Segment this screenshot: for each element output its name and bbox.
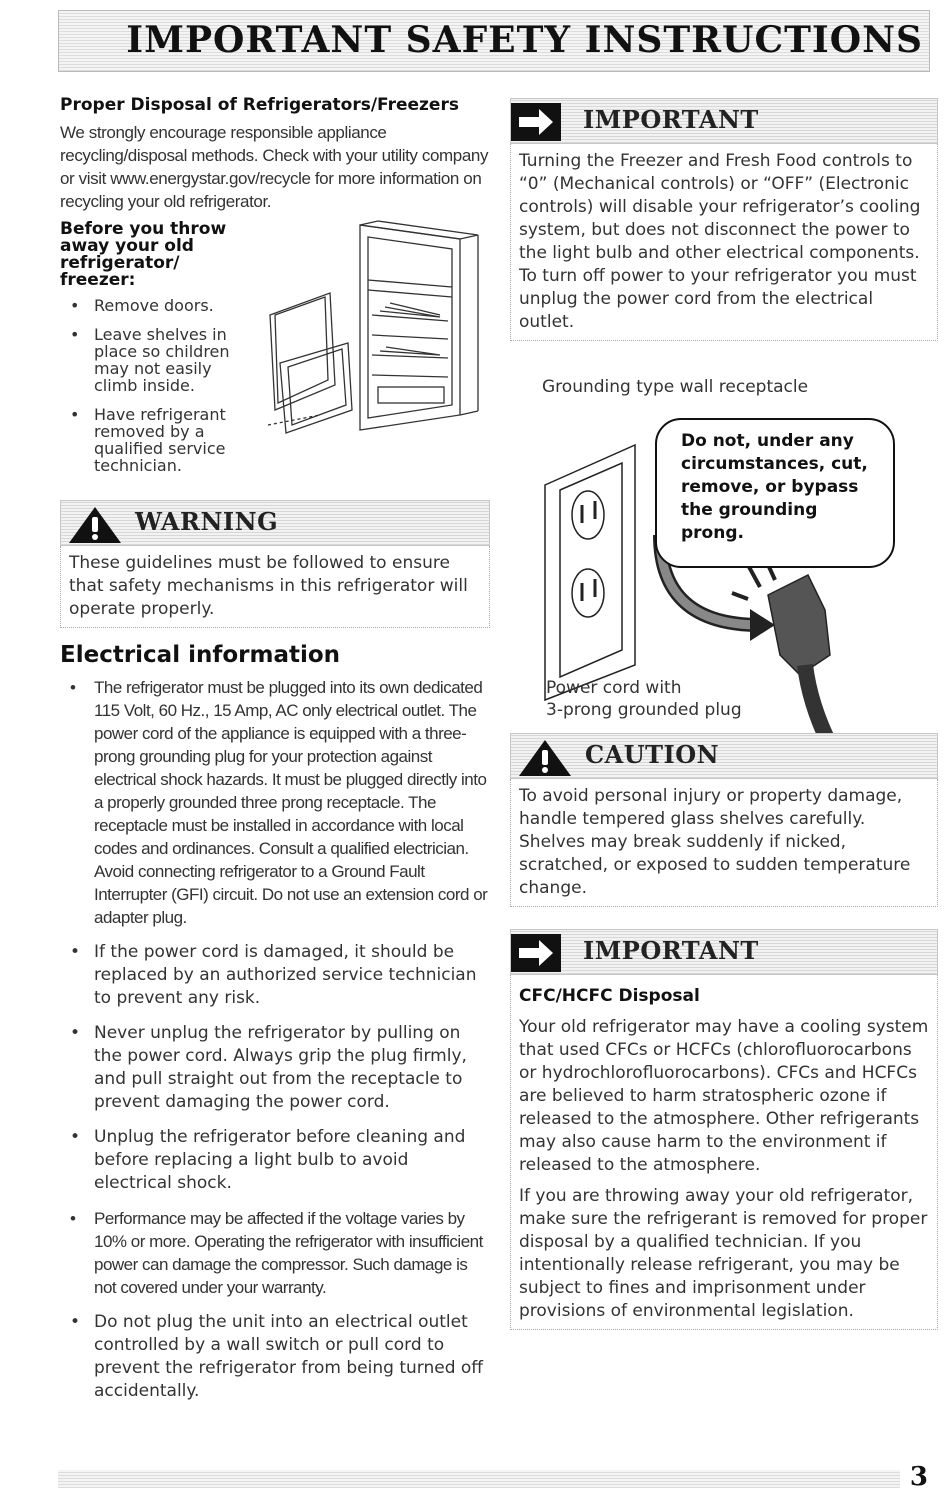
page-number: 3 <box>909 1462 928 1492</box>
warning-triangle-icon <box>67 505 123 545</box>
caution-callout <box>510 733 938 907</box>
page-title: IMPORTANT SAFETY INSTRUCTIONS <box>126 19 923 61</box>
warning-header <box>60 500 490 546</box>
list-item: • Remove doors. <box>60 297 260 314</box>
disposal-intro: We strongly encourage responsible appliance recycling/disposal methods. Check with your utility company or visit www.energystar.gov/recycle for more information on recycling your old refrigerator. <box>60 123 489 211</box>
header-banner <box>58 10 930 72</box>
list-item: • Unplug the refrigerator before cleaning and before replacing a light bulb to avoid electrical shock. <box>60 1126 490 1195</box>
right-column <box>510 98 938 1330</box>
receptacle-diagram <box>510 365 938 745</box>
caution-header <box>510 733 938 779</box>
electrical-list <box>60 676 490 1403</box>
footer-bar <box>58 1470 900 1488</box>
list-item: • Have refrigerant removed by a qualified service technician. <box>60 406 260 474</box>
important-label: IMPORTANT <box>583 105 759 134</box>
cfc-body <box>510 975 938 1330</box>
throw-away-list <box>60 297 260 474</box>
cfc-paragraph-2: If you are throwing away your old refrigerator, make sure the refrigerant is removed for proper disposal by a qualified technician. If you intentionally release refrigerant, you may be subject to fines and imprisonment under provisions of environmental legislation. <box>519 1186 928 1321</box>
caution-text: To avoid personal injury or property damage, handle tempered glass shelves carefully. Shelves may break suddenly if nicked, scratched, or exposed to sudden temperature change. <box>510 779 938 907</box>
receptacle-label: Grounding type wall receptacle <box>542 377 809 397</box>
left-column <box>60 95 490 1415</box>
disposal-heading: Proper Disposal of Refrigerators/Freezers <box>60 95 459 115</box>
important-callout-cfc <box>510 929 938 1330</box>
important-header <box>510 98 938 144</box>
cfc-paragraph-1: Your old refrigerator may have a cooling system that used CFCs or HCFCs (chlorofluorocarbons or hydrochlorofluorocarbons). CFCs and HCFCs are believed to harm stratospheric ozone if released to the atmosphere. Other refrigerants may also cause harm to the environment if released to the atmosphere. <box>519 1017 929 1175</box>
important-header <box>510 929 938 975</box>
throw-away-section <box>60 221 490 496</box>
caution-triangle-icon <box>517 738 573 778</box>
warning-text: These guidelines must be followed to ensure that safety mechanisms in this refrigerator will operate properly. <box>60 546 490 628</box>
cfc-title: CFC/HCFC Disposal <box>519 986 700 1006</box>
arrow-right-icon <box>511 103 561 141</box>
caution-label: CAUTION <box>585 740 720 769</box>
arrow-right-icon <box>511 934 561 972</box>
grounding-warning-bubble: Do not, under any circumstances, cut, remove, or bypass the grounding prong. <box>655 418 895 568</box>
plug-label: Power cord with 3-prong grounded plug <box>546 678 742 720</box>
throw-away-heading: Before you throw away your old refrigerator/ freezer: <box>60 219 227 290</box>
electrical-heading: Electrical information <box>60 642 341 668</box>
list-item: • The refrigerator must be plugged into its own dedicated 115 Volt, 60 Hz., 15 Amp, AC only electrical outlet. The power cord of the appliance is equipped with a three-prong grounding plug for your protection against electrical shock hazards. It must be plugged directly into a properly grounded three prong receptacle. The receptacle must be installed in accordance with local codes and ordinances. Consult a qualified electrician. Avoid connecting refrigerator to a Ground Fault Interrupter (GFI) circuit. Do not use an extension cord or adapter plug. <box>60 676 490 929</box>
important-callout-controls <box>510 98 938 341</box>
list-item: • If the power cord is damaged, it should be replaced by an authorized service technician to prevent any risk. <box>60 941 490 1010</box>
list-item: • Leave shelves in place so children may not easily climb inside. <box>60 326 260 394</box>
important-label: IMPORTANT <box>583 936 759 965</box>
list-item: • Do not plug the unit into an electrical outlet controlled by a wall switch or pull cord to prevent the refrigerator from being turned off accidentally. <box>60 1311 490 1403</box>
warning-label: WARNING <box>135 507 279 536</box>
refrigerator-illustration <box>260 215 490 445</box>
important-text: Turning the Freezer and Fresh Food controls to “0” (Mechanical controls) or “OFF” (Electronic controls) will disable your refrigerator’s cooling system, but does not disconnect the power to the light bulb and other electrical components. To turn off power to your refrigerator you must unplug the power cord from the electrical outlet. <box>510 144 938 341</box>
warning-callout <box>60 500 490 628</box>
list-item: • Performance may be affected if the voltage varies by 10% or more. Operating the refrigerator with insufficient power can damage the compressor. Such damage is not covered under your warranty. <box>60 1207 490 1299</box>
list-item: • Never unplug the refrigerator by pulling on the power cord. Always grip the plug firmly, and pull straight out from the receptacle to prevent damaging the power cord. <box>60 1022 490 1114</box>
